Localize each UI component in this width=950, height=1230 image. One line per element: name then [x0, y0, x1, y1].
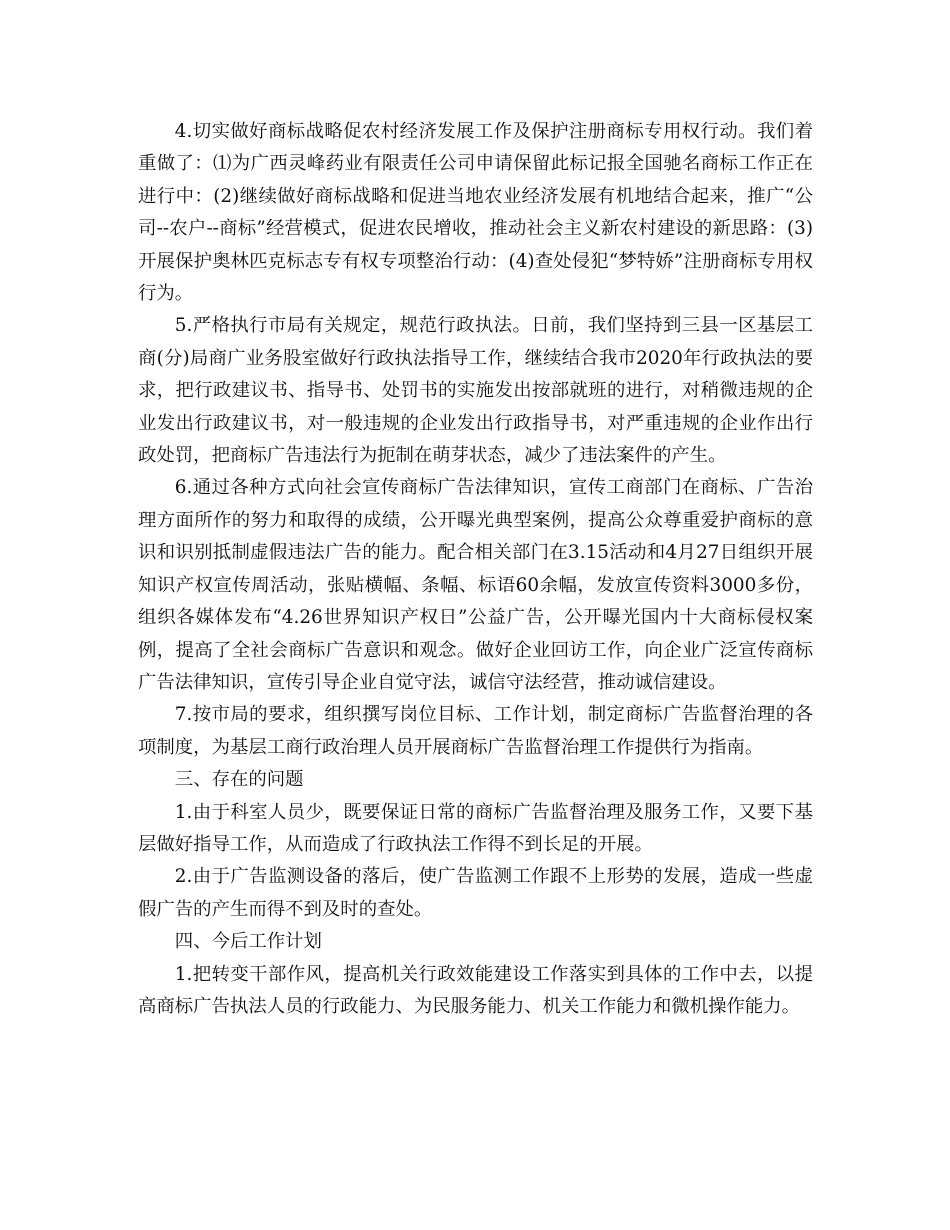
document-page: [138, 116, 813, 1023]
section-heading-problems: 三、存在的问题: [174, 769, 304, 791]
section-heading-plan: 四、今后工作计划: [174, 931, 322, 953]
problem-item-2: 2.由于广告监测设备的落后，使广告监测工作跟不上形势的发展，造成一些虚假广告的产生而得不到及时的查处。: [138, 866, 813, 920]
paragraph-item-5: 5.严格执行市局有关规定，规范行政执法。日前，我们坚持到三县一区基层工商(分)局商广业务股室做好行政执法指导工作，继续结合我市2020年行政执法的要求，把行政建议书、指导书、处罚书的实施发出按部就班的进行，对稍微违规的企业发出行政建议书，对一般违规的企业发出行政指导书，对严重违规的企业作出行政处罚，把商标广告违法行为扼制在萌芽状态，减少了违法案件的产生。: [138, 315, 813, 467]
problem-item-1: 1.由于科室人员少，既要保证日常的商标广告监督治理及服务工作，又要下基层做好指导工作，从而造成了行政执法工作得不到长足的开展。: [138, 801, 813, 855]
paragraph-item-6: 6.通过各种方式向社会宣传商标广告法律知识，宣传工商部门在商标、广告治理方面所作的努力和取得的成绩，公开曝光典型案例，提高公众尊重爱护商标的意识和识别抵制虚假违法广告的能力。配合相关部门在3.15活动和4月27日组织开展知识产权宣传周活动，张贴横幅、条幅、标语60余幅，发放宣传资料3000多份，组织各媒体发布“4.26世界知识产权日”公益广告，公开曝光国内十大商标侵权案例，提高了全社会商标广告意识和观念。做好企业回访工作，向企业广泛宣传商标广告法律知识，宣传引导企业自觉守法，诚信守法经营，推动诚信建设。: [138, 477, 813, 693]
paragraph-item-4: 4.切实做好商标战略促农村经济发展工作及保护注册商标专用权行动。我们着重做了：⑴为广西灵峰药业有限责任公司申请保留此标记报全国驰名商标工作正在进行中：(2)继续做好商标战略和促进当地农业经济发展有机地结合起来，推广“公司--农户--商标”经营模式，促进农民增收，推动社会主义新农村建设的新思路：(3)开展保护奥林匹克标志专有权专项整治行动：(4)查处侵犯“梦特娇”注册商标专用权行为。: [138, 121, 813, 305]
plan-item-1: 1.把转变干部作风，提高机关行政效能建设工作落实到具体的工作中去，以提高商标广告执法人员的行政能力、为民服务能力、机关工作能力和微机操作能力。: [138, 963, 813, 1017]
paragraph-item-7: 7.按市局的要求，组织撰写岗位目标、工作计划，制定商标广告监督治理的各项制度，为基层工商行政治理人员开展商标广告监督治理工作提供行为指南。: [138, 704, 813, 758]
